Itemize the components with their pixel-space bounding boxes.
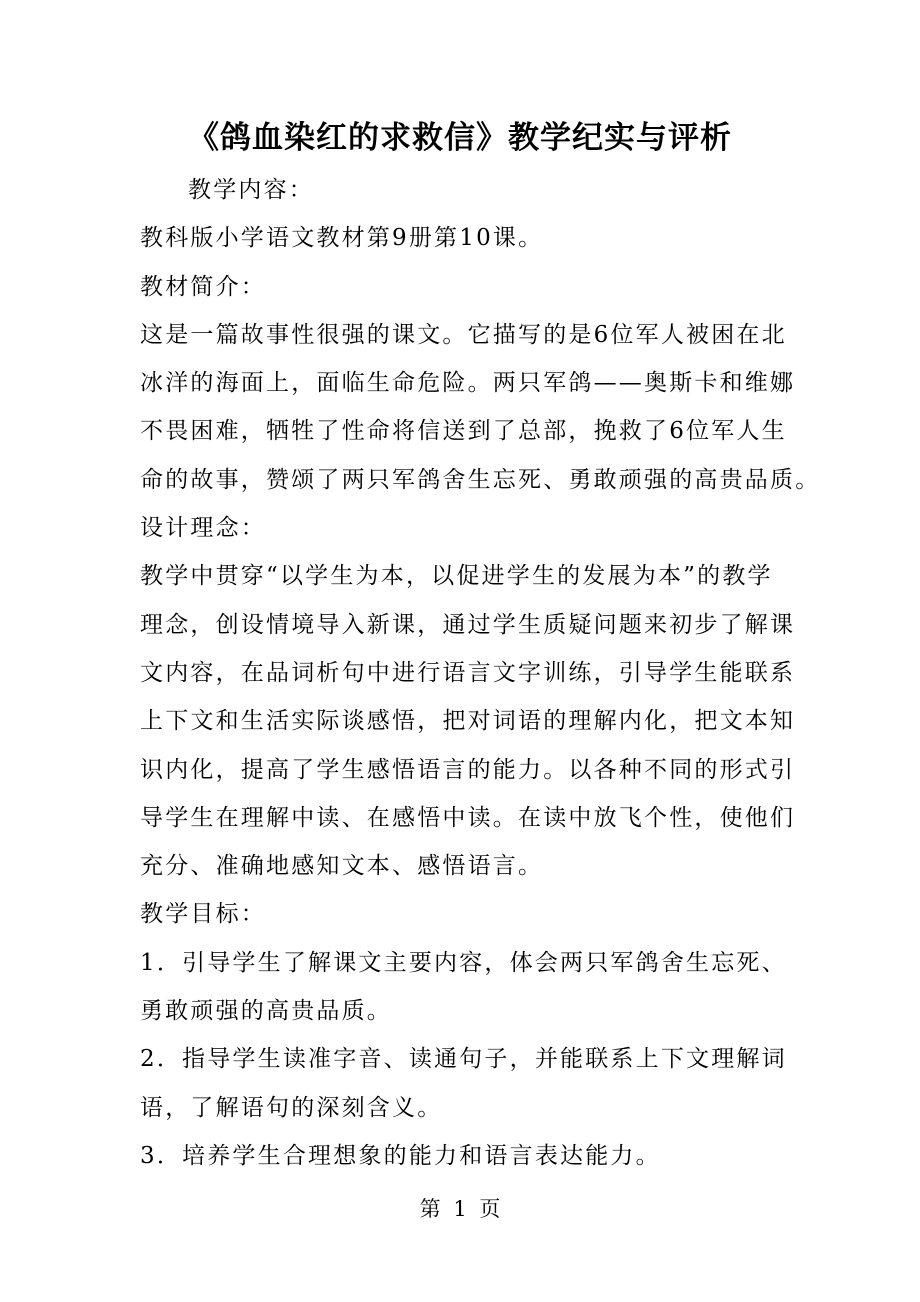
goal-item-2-continued: 语，了解语句的深刻含义。 [140,1094,443,1121]
paragraph-line: 导学生在理解中读、在感悟中读。在读中放飞个性，使他们 [140,804,796,831]
paragraph-line: 理念，创设情境导入新课，通过学生质疑问题来初步了解课 [140,611,796,638]
paragraph-line: 充分、准确地感知文本、感悟语言。 [140,853,544,880]
paragraph-line: 识内化，提高了学生感悟语言的能力。以各种不同的形式引 [140,756,796,783]
page-number: 第 1 页 [419,1197,501,1221]
paragraph-line: 文内容，在品词析句中进行语言文字训练，引导学生能联系 [140,659,796,686]
section-heading-material-intro: 教材简介： [140,273,266,300]
goal-item-1-continued: 勇敢顽强的高贵品质。 [140,998,392,1025]
section-heading-teaching-goals: 教学目标： [140,901,266,928]
paragraph-line: 这是一篇故事性很强的课文。它描写的是6位军人被困在北 [140,321,787,348]
paragraph-line: 教学中贯穿“以学生为本，以促进学生的发展为本”的教学 [140,563,773,590]
paragraph-line: 上下文和生活实际谈感悟，把对词语的理解内化，把文本知 [140,708,796,735]
section-heading-design-concept: 设计理念： [140,515,266,542]
paragraph-line: 冰洋的海面上，面临生命危险。两只军鸽——奥斯卡和维娜 [140,370,796,397]
document-body [140,166,821,1180]
document-title: 《鸽血染红的求救信》教学纪实与评析 [188,120,732,156]
goal-item-3: 3．培养学生合理想象的能力和语言表达能力。 [140,1142,661,1169]
paragraph-line: 教科版小学语文教材第9册第10课。 [140,225,544,252]
goal-item-1: 1．引导学生了解课文主要内容，体会两只军鸽舍生忘死、 [140,949,787,976]
paragraph-line: 命的故事，赞颂了两只军鸽舍生忘死、勇敢顽强的高贵品质。 [140,466,821,493]
goal-item-2: 2．指导学生读准字音、读通句子，并能联系上下文理解词 [140,1046,787,1073]
paragraph-line: 不畏困难，牺牲了性命将信送到了总部，挽救了6位军人生 [140,418,787,445]
section-heading-teaching-content: 教学内容： [188,177,314,203]
